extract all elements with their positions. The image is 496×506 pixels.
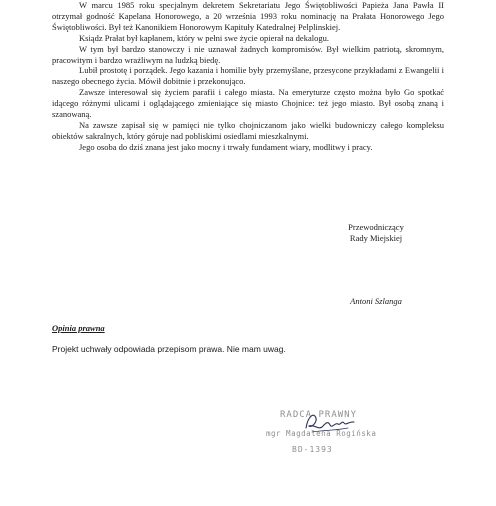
chairman-title (316, 222, 436, 244)
chairman-name: Antoni Szlanga (350, 296, 402, 306)
paragraph-2: Ksiądz Prałat był kapłanem, który w pełni swe życie opierał na dekalogu. (79, 32, 329, 43)
paragraph-6: Na zawsze zapisał się w pamięci nie tylko chojniczanom jako wielki budowniczy całego kompleksu obiektów sakralnych, który góruje nad pobliskimi osiedlami mieszkalnymi. (52, 119, 444, 141)
handwritten-signature (302, 408, 358, 438)
resolution-body (52, 0, 444, 153)
stamp-name: mgr Magdalena Rogińska (266, 429, 377, 438)
legal-opinion-title: Opinia prawna (52, 323, 105, 333)
chairman-role-line2: Rady Miejskiej (349, 233, 403, 243)
legal-counsel-stamp (262, 410, 382, 490)
paragraph-1: W marcu 1985 roku specjalnym dekretem Sekretariatu Jego Świętobliwości Papieża Jana Pawła II otrzymał godność Kapelana Honorowego, a 20 września 1993 roku nominację na Prałata Honorowego Jego Świętobliwości. Był też Kanonikiem Honorowym Kapituły Katedralnej Pelplinskiej. (52, 0, 444, 32)
legal-opinion-text: Projekt uchwały odpowiada przepisom prawa. Nie mam uwag. (52, 344, 286, 354)
paragraph-7: Jego osoba do dziś znana jest jako mocny i trwały fundament wiary, modlitwy i pracy. (79, 141, 373, 152)
chairman-role-line1: Przewodniczący (348, 222, 404, 232)
paragraph-4: Lubił prostotę i porządek. Jego kazania i homilie były przemyślane, przesycone przykładami z Ewangelii i naszego obecnego życia. Mówił dobitnie i przekonująco. (52, 65, 444, 87)
stamp-number: BD-1393 (292, 445, 333, 454)
stamp-title: RADCA PRAWNY (280, 410, 358, 420)
paragraph-5: Zawsze interesował się życiem parafii i całego miasta. Na emeryturze często można było Go spotkać idącego różnymi ulicami i oglądającego zmieniające się miasto Chojnice: też jego miasto. Był osobą znaną i szanowaną. (52, 87, 444, 120)
paragraph-3: W tym był bardzo stanowczy i nie uznawał żadnych kompromisów. Był wielkim patriotą, skromnym, pracowitym i bardzo wrażliwym na ludzką biedę. (52, 43, 444, 65)
